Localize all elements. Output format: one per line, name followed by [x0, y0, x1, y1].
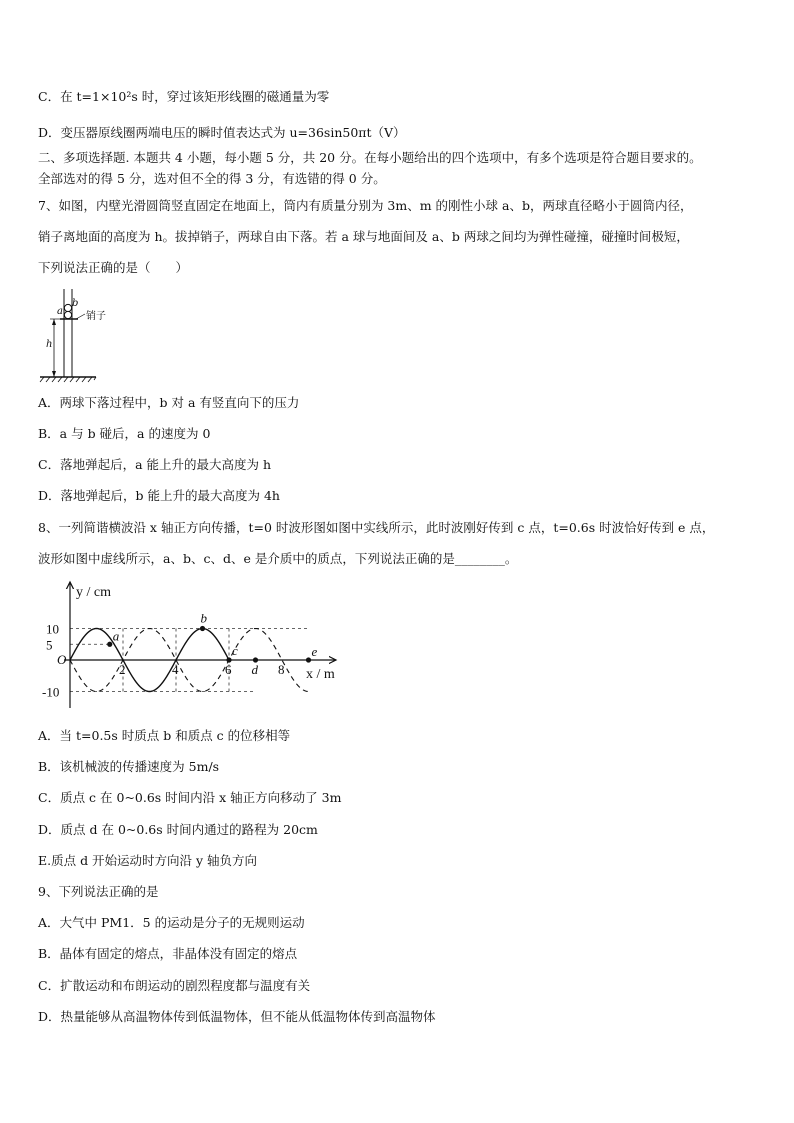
q9-option-d: D．热量能够从高温物体传到低温物体，但不能从低温物体传到高温物体	[38, 1009, 436, 1024]
q6-option-d: D．变压器原线圈两端电压的瞬时值表达式为 u=36sin50πt（V）	[38, 125, 406, 140]
q9-option-a: A．大气中 PM1．5 的运动是分子的无规则运动	[38, 915, 305, 930]
point-label-b: b	[200, 610, 207, 626]
origin-label: O	[57, 652, 67, 667]
x-tick-8: 8	[278, 662, 285, 677]
q8-wave-chart	[36, 576, 366, 716]
point-label-d: d	[251, 662, 258, 677]
q7-label-h: h	[46, 339, 53, 350]
y-tick--10: -10	[42, 684, 60, 700]
q7-stem-line3: 下列说法正确的是（ ）	[38, 260, 189, 275]
q8-stem-line1: 8、一列简谐横波沿 x 轴正方向传播，t=0 时波形图如图中实线所示，此时波刚好传到 c 点，t=0.6s 时波恰好传到 e 点，	[38, 520, 715, 535]
q8-option-d: D．质点 d 在 0~0.6s 时间内通过的路程为 20cm	[38, 822, 318, 837]
q6-option-c: C．在 t=1×10²s 时，穿过该矩形线圈的磁通量为零	[38, 89, 330, 104]
y-tick-5: 5	[46, 637, 53, 653]
q7-label-b: b	[72, 298, 79, 309]
q8-option-e: E.质点 d 开始运动时方向沿 y 轴负方向	[38, 853, 258, 868]
q7-option-d: D．落地弹起后，b 能上升的最大高度为 4h	[38, 488, 280, 503]
q7-option-b: B．a 与 b 碰后，a 的速度为 0	[38, 426, 211, 441]
y-axis-label: y / cm	[76, 585, 111, 600]
point-a	[107, 642, 112, 647]
q7-label-pin: 销子	[86, 311, 106, 322]
q7-stem-line2: 销子离地面的高度为 h。拔掉销子，两球自由下落。若 a 球与地面间及 a、b 两球之间均为弹性碰撞，碰撞时间极短，	[38, 229, 689, 244]
x-tick-2: 2	[119, 662, 126, 677]
x-axis-label: x / m	[306, 667, 335, 682]
q8-option-c: C．质点 c 在 0~0.6s 时间内沿 x 轴正方向移动了 3m	[38, 790, 342, 805]
point-label-a: a	[112, 628, 120, 644]
q9-option-c: C．扩散运动和布朗运动的剧烈程度都与温度有关	[38, 978, 311, 993]
section2-line2: 全部选对的得 5 分，选对但不全的得 3 分，有选错的得 0 分。	[38, 171, 386, 186]
q9-option-b: B．晶体有固定的熔点，非晶体没有固定的熔点	[38, 946, 298, 961]
section2-line1: 二、多项选择题. 本题共 4 小题，每小题 5 分，共 20 分。在每小题给出的四个选项中，有多个选项是符合题目要求的。	[38, 150, 702, 165]
q8-option-b: B．该机械波的传播速度为 5m/s	[38, 759, 220, 774]
point-b	[200, 626, 205, 631]
x-tick-6: 6	[225, 662, 232, 677]
y-tick-10: 10	[46, 621, 59, 637]
q7-option-a: A．两球下落过程中，b 对 a 有竖直向下的压力	[38, 395, 300, 410]
q8-stem-line2: 波形如图中虚线所示，a、b、c、d、e 是介质中的质点，下列说法正确的是________。	[38, 551, 518, 566]
q7-stem-line1: 7、如图，内壁光滑圆筒竖直固定在地面上，筒内有质量分别为 3m、m 的刚性小球 a、b，两球直径略小于圆筒内径，	[38, 198, 693, 213]
point-label-c: c	[232, 643, 238, 658]
q9-stem: 9、下列说法正确的是	[38, 884, 159, 899]
point-label-e: e	[311, 644, 318, 659]
q8-option-a: A．当 t=0.5s 时质点 b 和质点 c 的位移相等	[38, 728, 291, 743]
q7-label-a: a	[57, 306, 63, 317]
q7-option-c: C．落地弹起后，a 能上升的最大高度为 h	[38, 457, 272, 472]
point-e	[306, 657, 311, 662]
x-tick-4: 4	[172, 662, 179, 677]
